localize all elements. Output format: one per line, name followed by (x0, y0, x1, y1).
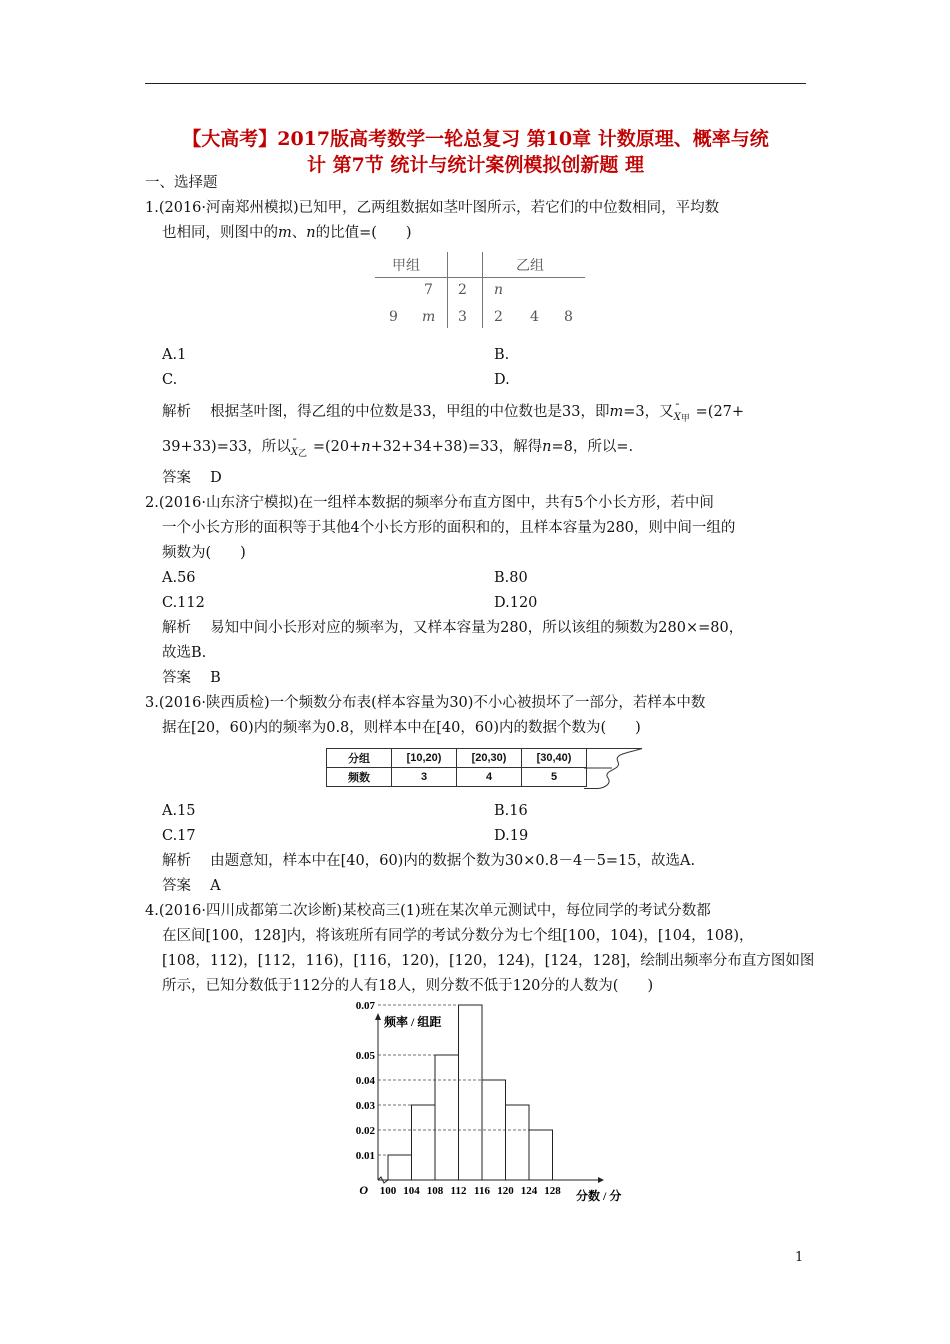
q1-line1: 1.(2016·河南郑州模拟)已知甲，乙两组数据如茎叶图所示，若它们的中位数相同，平均数 (145, 200, 720, 216)
table-cell: 频数 (327, 768, 392, 787)
y-tick-label: 0.02 (355, 1125, 375, 1137)
table-header: [20,30) (457, 749, 522, 768)
stem-value: 2 (458, 282, 467, 298)
y-tick-label: 0.01 (355, 1150, 375, 1162)
q2-analysis-line2: 故选B. (162, 645, 207, 661)
page-number: 1 (795, 1250, 804, 1265)
y-tick-label: 0.05 (355, 1050, 375, 1062)
q1-option-d: D. (494, 372, 510, 388)
q1-answer: 答案 D (162, 470, 222, 486)
histogram-bar (388, 1155, 412, 1180)
stem-header-jia: 甲组 (392, 258, 420, 274)
q3-option-d: D.19 (494, 828, 529, 844)
q2-option-d: D.120 (494, 595, 538, 611)
leaf-right: 8 (564, 309, 573, 325)
page-title-line2: 计 第7节 统计与统计案例模拟创新题 理 (306, 154, 645, 176)
y-axis-label: 频率 / 组距 (384, 1015, 442, 1029)
q3-line1: 3.(2016·陕西质检)一个频数分布表(样本容量为30)不小心被损坏了一部分，若样本中数 (145, 695, 706, 711)
frequency-table (326, 748, 587, 787)
leaf-right: n (494, 282, 504, 298)
y-tick-label: 0.03 (355, 1100, 375, 1112)
torn-edge (584, 748, 644, 790)
stem-leaf-plot (370, 250, 590, 330)
x-tick-label: 104 (403, 1185, 420, 1197)
q2-option-c: C.112 (162, 595, 205, 611)
q1-line2: 也相同，则图中的m、n的比值=( ) (162, 225, 412, 241)
y-tick-label: 0.04 (355, 1075, 375, 1087)
histogram-bar (506, 1105, 530, 1180)
histogram-bar (412, 1105, 436, 1180)
x-tick-label: 100 (379, 1185, 397, 1197)
q4-line4: 所示，已知分数低于112分的人有18人，则分数不低于120分的人数为( ) (162, 978, 654, 994)
q3-option-c: C.17 (162, 828, 196, 844)
table-header: [10,20) (392, 749, 457, 768)
stem-value: 3 (458, 309, 467, 325)
q3-line2: 据在[20，60)内的频率为0.8，则样本中在[40，60)内的数据个数为( ) (162, 720, 641, 736)
q4-line3: [108，112)，[112，116)，[116，120)，[120，124)，[124，128]，绘制出频率分布直方图如图 (162, 953, 815, 969)
leaf-left: m (422, 309, 436, 325)
q2-option-a: A.56 (162, 570, 196, 586)
q4-line1: 4.(2016·四川成都第二次诊断)某校高三(1)班在某次单元测试中，每位同学的考试分数都 (145, 903, 711, 919)
table-cell: 4 (457, 768, 522, 787)
q3-analysis: 解析 由题意知，样本中在[40，60)内的数据个数为30×0.8－4－5=15，故选A. (162, 853, 696, 869)
histogram-bar (529, 1130, 553, 1180)
q1-option-b: B. (494, 347, 510, 363)
histogram (330, 1000, 650, 1208)
header-rule (145, 83, 806, 84)
table-cell: 5 (522, 768, 587, 787)
q3-option-b: B.16 (494, 803, 528, 819)
x-tick-label: 108 (426, 1185, 444, 1197)
x-tick-label: 120 (497, 1185, 514, 1197)
y-tick-label: 0.07 (355, 1000, 375, 1012)
q2-line2: 一个小长方形的面积等于其他4个小长方形的面积和的，且样本容量为280，则中间一组的 (162, 520, 736, 536)
table-header: [30,40) (522, 749, 587, 768)
leaf-right: 2 (494, 309, 503, 325)
origin-label: O (359, 1183, 368, 1197)
table-header: 分组 (327, 749, 392, 768)
x-axis-arrow (598, 1177, 604, 1183)
table-cell: 3 (392, 768, 457, 787)
x-tick-label: 124 (520, 1185, 538, 1197)
q3-option-a: A.15 (162, 803, 196, 819)
histogram-bar (435, 1055, 459, 1180)
x-tick-label: 116 (474, 1185, 490, 1197)
q3-answer: 答案 A (162, 878, 221, 894)
q4-line2: 在区间[100，128]内，将该班所有同学的考试分数分为七个组[100，104)，[104，108)， (162, 928, 754, 944)
q1-option-c: C. (162, 372, 178, 388)
section-heading: 一、选择题 (145, 175, 218, 191)
q1-analysis-line1: 解析 根据茎叶图，得乙组的中位数是33，甲组的中位数也是33，即m=3，又 ¯ $_{X甲}$ =(27+ (162, 402, 745, 424)
x-tick-label: 112 (450, 1185, 467, 1197)
q2-line1: 2.(2016·山东济宁模拟)在一组样本数据的频率分布直方图中，共有5个小长方形，若中间 (145, 495, 714, 511)
x-tick-label: 128 (544, 1185, 561, 1197)
stem-header-yi: 乙组 (516, 258, 544, 274)
x-axis-label: 分数 / 分 (576, 1189, 622, 1203)
page-title-line1: 【大高考】2017版高考数学一轮总复习 第10章 计数原理、概率与统 (182, 128, 769, 150)
q2-line3: 频数为( ) (162, 545, 246, 561)
histogram-bar (459, 1005, 483, 1180)
q1-analysis-line2: 39+33)=33，所以 ¯ $_{X乙}$ =(20+n+32+34+38)=33，解得n=8，所以=. (162, 437, 634, 459)
leaf-left: 9 (389, 309, 398, 325)
y-axis-arrow (375, 1013, 381, 1020)
q2-analysis-line1: 解析 易知中间小长形对应的频率为，又样本容量为280，所以该组的频数为280×=80， (162, 620, 744, 636)
leaf-right: 4 (530, 309, 539, 325)
q2-option-b: B.80 (494, 570, 528, 586)
q2-answer: 答案 B (162, 670, 221, 686)
leaf-left: 7 (424, 282, 433, 298)
q1-option-a: A.1 (162, 347, 187, 363)
